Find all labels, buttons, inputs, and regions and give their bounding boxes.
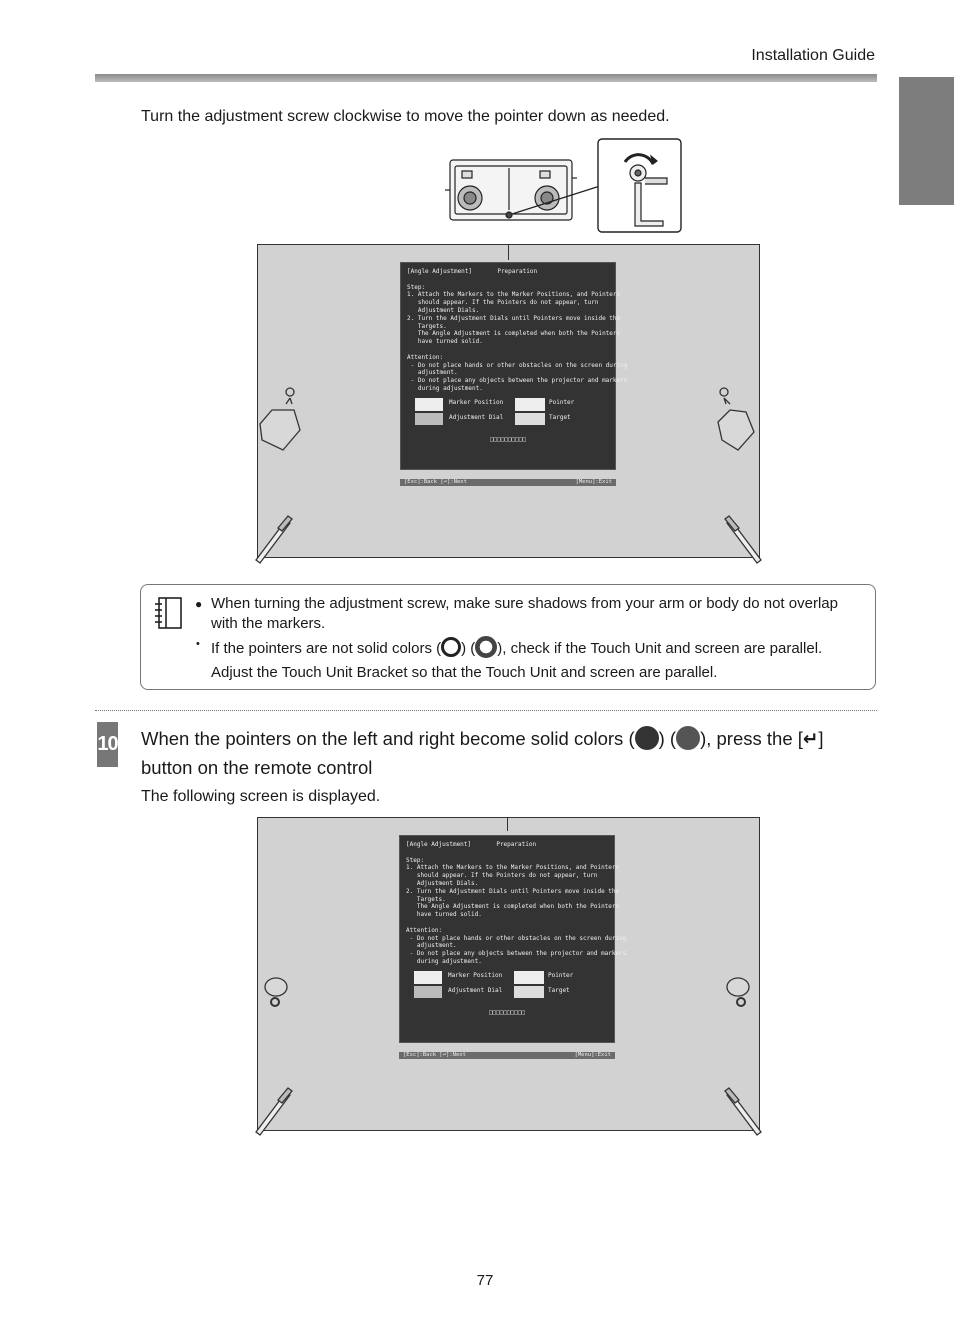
legend-pointer: Pointer: [549, 398, 575, 406]
footer-right: [Menu]:Exit: [574, 1052, 611, 1058]
note-bullet-2-b: ) (: [461, 640, 476, 657]
legend-target: Target: [548, 986, 570, 994]
markers-and-pens-2: [248, 970, 778, 1142]
menu-line: Targets.: [406, 895, 446, 903]
solid-pointer-icon-2: [676, 726, 700, 750]
legend-dial: Adjustment Dial: [448, 986, 503, 994]
step-text-c: ), press the [: [700, 728, 803, 749]
step-text-b: ) (: [658, 728, 677, 749]
menu-section: Preparation: [496, 841, 537, 848]
step-text-e: button on the remote control: [141, 757, 373, 778]
note-bullet-2-a: If the pointers are not solid colors (: [211, 640, 442, 657]
menu-line: adjustment.: [406, 942, 457, 950]
menu-line: - Do not place any objects between the projector and markers: [406, 950, 627, 958]
menu-line: have turned solid.: [406, 911, 482, 919]
menu-line: - Do not place hands or other obstacles on the screen during: [407, 361, 628, 369]
markers-and-pens-1: [248, 380, 778, 570]
footer-left: [Esc]:Back [⏎]:Next: [403, 1052, 466, 1058]
progress-indicator: □□□□□□□□□□: [488, 1008, 526, 1016]
menu-line: The Angle Adjustment is completed when both the Pointers: [406, 903, 620, 911]
menu-line: adjustment.: [407, 369, 458, 377]
menu-line: 1. Attach the Markers to the Marker Positions, and Pointers: [406, 864, 620, 872]
menu-title: [Angle Adjustment]: [407, 268, 473, 275]
note-bullet-1-marker: ●: [195, 597, 203, 611]
solid-pointer-icon: [635, 726, 659, 750]
header-title: Installation Guide: [751, 47, 875, 64]
menu-line: should appear. If the Pointers do not appear, turn: [407, 299, 599, 307]
step-subtext: The following screen is displayed.: [141, 788, 381, 805]
note-bullet-1-line: When turning the adjustment screw, make sure shadows from your arm or body do not overlap: [211, 595, 838, 612]
menu-line: should appear. If the Pointers do not appear, turn: [406, 872, 598, 880]
step-text-a: When the pointers on the left and right become solid colors (: [141, 728, 635, 749]
note-bullet-2-marker: •: [196, 638, 200, 650]
menu-title: [Angle Adjustment]: [406, 841, 472, 848]
menu-line: Step:: [407, 283, 426, 291]
center-line: [508, 244, 509, 260]
page-number: 77: [476, 1272, 494, 1289]
menu-line: Targets.: [407, 322, 447, 330]
menu-line: Step:: [406, 856, 425, 864]
menu-line: 1. Attach the Markers to the Marker Positions, and Pointers: [407, 291, 621, 299]
chapter-tab: [899, 77, 954, 205]
progress-indicator: □□□□□□□□□□: [489, 435, 527, 443]
menu-line: Adjustment Dials.: [406, 879, 479, 887]
note-bullet-1-cont: with the markers.: [211, 615, 326, 632]
legend-target: Target: [549, 413, 571, 421]
touch-unit-illustration: [445, 138, 685, 236]
menu-line: Attention:: [407, 353, 444, 361]
legend-marker: Marker Position: [449, 398, 504, 406]
center-line: [507, 817, 508, 831]
step-instruction: [141, 724, 871, 782]
step-text-d: ]: [818, 728, 824, 749]
note-bullet-2: [211, 636, 876, 683]
footer-left: [Esc]:Back [⏎]:Next: [404, 479, 467, 485]
note-bullet-2-cont: Adjust the Touch Unit Bracket so that the Touch Unit and screen are parallel.: [211, 664, 718, 681]
menu-section: Preparation: [497, 268, 538, 275]
menu-line: 2. Turn the Adjustment Dials until Pointers move inside the: [407, 314, 621, 322]
legend-marker: Marker Position: [448, 971, 503, 979]
note-icon: [153, 596, 185, 632]
intro-text: Turn the adjustment screw clockwise to move the pointer down as needed.: [141, 108, 670, 125]
menu-line: - Do not place any objects between the projector and markers: [407, 377, 628, 385]
menu-line: Adjustment Dials.: [407, 306, 480, 314]
menu-line: - Do not place hands or other obstacles on the screen during: [406, 934, 627, 942]
enter-icon: ↵: [802, 728, 819, 749]
footer-right: [Menu]:Exit: [575, 479, 612, 485]
hollow-pointer-icon: [441, 637, 461, 657]
note-bullet-2-c: ), check if the Touch Unit and screen are parallel.: [497, 640, 823, 657]
hollow-pointer-icon-2: [475, 636, 497, 658]
menu-line: during adjustment.: [406, 957, 482, 965]
menu-line: during adjustment.: [407, 384, 483, 392]
section-divider: [95, 710, 877, 711]
menu-line: 2. Turn the Adjustment Dials until Pointers move inside the: [406, 887, 620, 895]
menu-line: Attention:: [406, 926, 443, 934]
note-bullet-1: [211, 594, 871, 634]
step-number: 10: [97, 722, 118, 767]
menu-line: The Angle Adjustment is completed when both the Pointers: [407, 330, 621, 338]
menu-line: have turned solid.: [407, 338, 483, 346]
header-rule: [95, 74, 877, 82]
legend-dial: Adjustment Dial: [449, 413, 504, 421]
legend-pointer: Pointer: [548, 971, 574, 979]
